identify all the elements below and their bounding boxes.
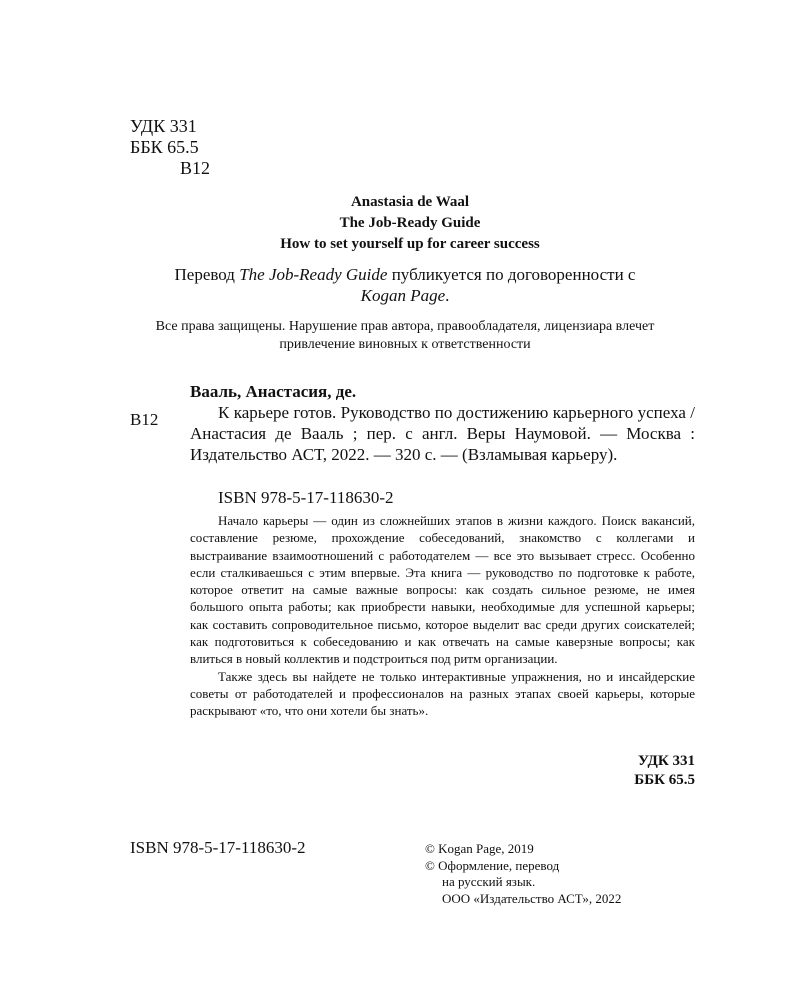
translation-note: Перевод The Job-Ready Guide публикуется по договоренности с Kogan Page. [174, 265, 636, 305]
original-title: The Job-Ready Guide [339, 215, 481, 231]
original-edition-info [150, 192, 670, 255]
original-title-italic: The Job-Ready Guide [239, 265, 388, 284]
copyright-line: © Оформление, перевод [425, 857, 560, 873]
annotation [190, 512, 695, 720]
udk-code: УДК 331 [130, 116, 197, 136]
bibliographic-description: К карьере готов. Руководство по достижению карьерного успеха / Анастасия де Вааль ; пер. с англ. Веры Наумовой. — Москва : Издательство АСТ, 2022. — 320 с. — (Взламывая карьеру). [190, 403, 695, 464]
copyright-block [425, 841, 621, 907]
catalog-author-heading: Вааль, Анастасия, де. [190, 382, 357, 401]
publisher-italic: Kogan Page [360, 286, 446, 305]
copyright-line: ООО «Издательство АСТ», 2022 [442, 890, 622, 906]
bbk-code-right: ББК 65.5 [634, 772, 695, 788]
bottom-isbn: ISBN 978-5-17-118630-2 [130, 838, 306, 857]
original-author: Anastasia de Waal [350, 194, 470, 210]
bbk-code: ББК 65.5 [130, 137, 199, 157]
copyright-line: на русский язык. [442, 874, 536, 889]
annotation-paragraph: Начало карьеры — один из сложнейших этапов в жизни каждого. Поиск вакансий, составление резюме, прохождение собеседований, знакомство с коллегами и выстраивание взаимоотношений с работодателем — все это вызывает стресс. Особенно если сталкиваешься с этим впервые. Эта книга — руководство по подготовке к работе, которое ответит на самые важные вопросы: как создать сильное резюме, не имея большого опыта работы; как приобрести навыки, необходимые для успешной карьеры; как составить сопроводительное письмо, которое выделит вас среди других соискателей; как подготовиться к собеседованию и как отвечать на самые каверзные вопросы; как влиться в новый коллектив и подстроиться под ритм организации. [190, 513, 695, 667]
author-mark: В12 [180, 158, 211, 178]
catalog-isbn: ISBN 978-5-17-118630-2 [218, 488, 394, 507]
catalog-author-mark: В12 [130, 410, 159, 429]
original-subtitle: How to set yourself up for career success [280, 236, 540, 252]
copyright-line: © Kogan Page, 2019 [425, 841, 534, 856]
classification-codes [130, 116, 210, 179]
classification-codes-right [634, 752, 695, 790]
rights-notice: Все права защищены. Нарушение прав автора, правообладателя, лицензиара влечет привлечение виновных к ответственности [155, 319, 655, 352]
udk-code-right: УДК 331 [638, 753, 695, 769]
annotation-paragraph: Также здесь вы найдете не только интерактивные упражнения, но и инсайдерские советы от работодателей и профессионалов на разных этапах своей карьеры, которые раскрывают «то, что они хотели бы знать». [190, 668, 695, 719]
